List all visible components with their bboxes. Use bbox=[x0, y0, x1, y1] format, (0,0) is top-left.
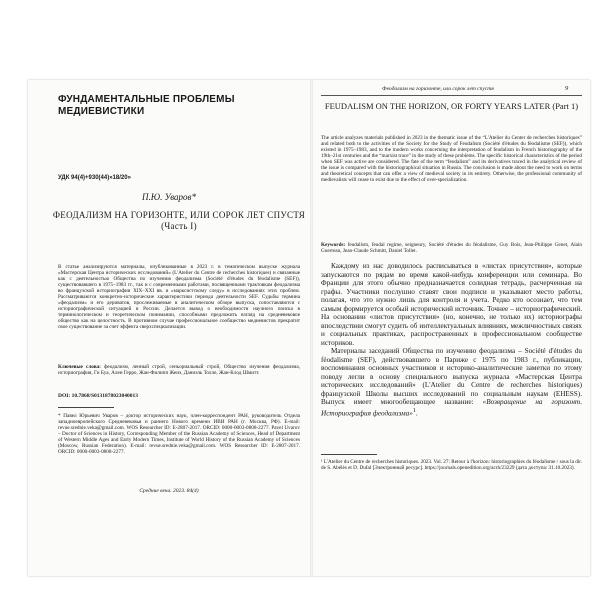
right-page bbox=[313, 80, 590, 576]
running-head: Феодализм на горизонте, или сорок лет спустя bbox=[382, 86, 494, 92]
keywords-ru-text: феодализм, ленный строй, сеньориальный строй, Общество изучения феодализма, историография, Ги Буа, Ален Герро, Жан-Филипп Женэ, Даниэль Толле, Жан-Клод Шмитт. bbox=[58, 364, 301, 376]
footnote-1: ¹ L'Atelier du Centre de recherches historiques. 2023. Vol. 27: Retour à l'horizon: historiographies du féodalisme / sous la dir. de S. Abélès et D. Dufal [Электронный ресурс]. https://journals.openedition.org/acrh/23229 (дата доступа: 31.10.2023). bbox=[321, 459, 582, 471]
body-paragraph-2-title: «Возвращение на горизонт. Историография феодализма» bbox=[321, 398, 583, 417]
footnote-divider bbox=[58, 407, 114, 408]
abstract-ru: В статье анализируются материалы, опубликованные в 2023 г. в тематическом выпуске журнала «Мастерская Центра исторических исследований» (L'Atelier du Centre de recherches historiques) и связанные как с деятельностью Общества по изучению феодализма (Société d'études du féodalisme (SEF)), существовавшего в 1975–1983 гг., так и с современными работами, посвященными трактовкам феодализма во французской историографии XIX–XXI вв. и «марксистскому следу» в исследованиях этих проблем. Рассматриваются конкретно-исторические характеристики периода деятельности SEF. Судьбы термина «феодализм» и его дериватов, прослеживаемые в аналитическом обзоре выпуска, сопоставляются с историографической ситуацией в России. Делается вывод о необходимости научного поиска в терминологическом и теоретическом понимании, способными предложить взгляд на средневековое общество как на целостность. В противном случае профессиональное сообщество медиевистов прекратит свое существование за счет эффекта сверхспециализации. bbox=[58, 264, 300, 330]
keywords-en-label: Keywords: bbox=[321, 242, 346, 248]
article-title-en: FEUDALISM ON THE HORIZON, OR FORTY YEARS LATER (Part 1) bbox=[324, 101, 579, 111]
page-number: 9 bbox=[565, 85, 569, 92]
left-page bbox=[28, 80, 310, 576]
body-paragraph-2-text: Материалы заседаний Общества по изучению феодализма – Société d'études du féodalisme (SEF), действовавшего в Париже с 1975 по 1983 г., публикации, воспоминания основных участников и историко-аналитические заметки по этому поводу легли в основу специального выпуска журнала «Мастерская Центра исторических исследований» (L'Atelier du Centre de recherches historiques) французской Школы высших исследований по социальным наукам (EHESS). Выпуск имеет многообещающее название: bbox=[321, 347, 582, 406]
keywords-ru-label: Ключевые слова: bbox=[58, 364, 101, 370]
body-paragraph-1: Каждому из нас доводилось расписываться в «листах присутствия», которые запускаются по рядам во время какой-нибудь конференции или семинара. Во Франции для этого обычно предназначается солидная тетрадь, расчерченная на графы. Участники послушно ставят свои подписи и указывают место работы, полагая, что это нужно лишь для контроля и учета. Редко кто осознает, что тем самым формируется особый исторический источник. Точнее – историографический. На основании «листов присутствия» (но, конечно, не только их) историографы впоследствии смогут судить об интеллектуальных влияниях, межличностных связях и социальных практиках, распространенных в профессиональном сообществе историков. bbox=[321, 262, 582, 347]
abstract-en: The article analyzes materials published in 2023 in the thematic issue of the “L'Atelier du Center de recherches historiques” and related both to the activities of the Society for the Study of Feudalism (Société d'études du féodalisme (SEF)), which existed in 1975–1983, and to the modern works concerning the interpretation of feudalism in French historiography of the 19th–21st centuries and the “marxist trace” in the study of these problems. The specific historical characteristics of the period when SEF was active are considered. The fate of the term “feudalism” and its derivatives traced in the analytical review of the issue is compared with the historiographical situation in Russia. The conclusion is made about the need to work on terms and theoretical concepts that can offer a view of medieval society in its entirety. Otherwise, the professional community of medievalists will cease to exist due to the effect of over-specialization. bbox=[321, 135, 582, 183]
body-text bbox=[321, 262, 582, 417]
section-title: ФУНДАМЕНТАЛЬНЫЕ ПРОБЛЕМЫ МЕДИЕВИСТИКИ bbox=[58, 94, 235, 117]
book-spread bbox=[28, 80, 590, 576]
journal-footer: Средние века. 2023. 84(4) bbox=[139, 488, 199, 494]
footnote-divider-right bbox=[321, 454, 377, 455]
keywords-ru bbox=[58, 364, 300, 376]
article-title-ru: ФЕОДАЛИЗМ НА ГОРИЗОНТЕ, ИЛИ СОРОК ЛЕТ СПУСТЯ (Часть I) bbox=[52, 210, 306, 231]
footnote-marker: 1 bbox=[412, 407, 416, 414]
doi-line: DOI: 10.7868/S0131878023040013 bbox=[58, 393, 139, 399]
author-footnote: * Павел Юрьевич Уваров – доктор исторических наук, член-корреспондент РАН, руководитель Отдела западноевропейского Средневековья и раннего Нового времени ИВИ РАН (г. Москва, РФ). E-mail: revue.srednie.veka@gmail.com. WOS Researcher ID: E-2807-2017. ORCID: 0000-0003-0808-2277. Pavel Uvarov – Doctor of Sciences in History, Corresponding Member of the Russian Academy of Sciences, Head of Department of Western Middle Ages and Early Modern Times, Institute of World History of the Russian Academy of Sciences (Moscow, Russian Federation). E-mail: revue.srednie.veka@gmail.com. WOS Researcher ID: E-2807-2017. ORCID: 0000-0003-0808-2277. bbox=[58, 413, 300, 455]
udk-code: УДК 94(4)+930(44)»18/20» bbox=[58, 175, 131, 181]
header-rule bbox=[321, 95, 582, 96]
keywords-en-text: feudalism, feudal regime, seigneury, Société d'études du féodalisme, Guy Bois, Jean-Philippe Genet, Alain Guerreau, Jean-Claude Schmitt, Daniel Tollet. bbox=[321, 242, 582, 254]
keywords-en bbox=[321, 242, 582, 254]
author-name: П.Ю. Уваров* bbox=[142, 192, 196, 202]
body-paragraph-2: Материалы заседаний Общества по изучению феодализма – Société d'études du féodalisme (SEF), действовавшего в Париже с 1975 по 1983 г., публикации, воспоминания основных участников и историко-аналитические заметки по этому поводу легли в основу специального выпуска журнала «Мастерская Центра исторических исследований» (L'Atelier du Centre de recherches historiques) французской Школы высших исследований по социальным наукам (EHESS). Выпуск имеет многообещающее название: «Возвращение на горизонт. Историография феодализма»$^1$. bbox=[321, 347, 583, 417]
